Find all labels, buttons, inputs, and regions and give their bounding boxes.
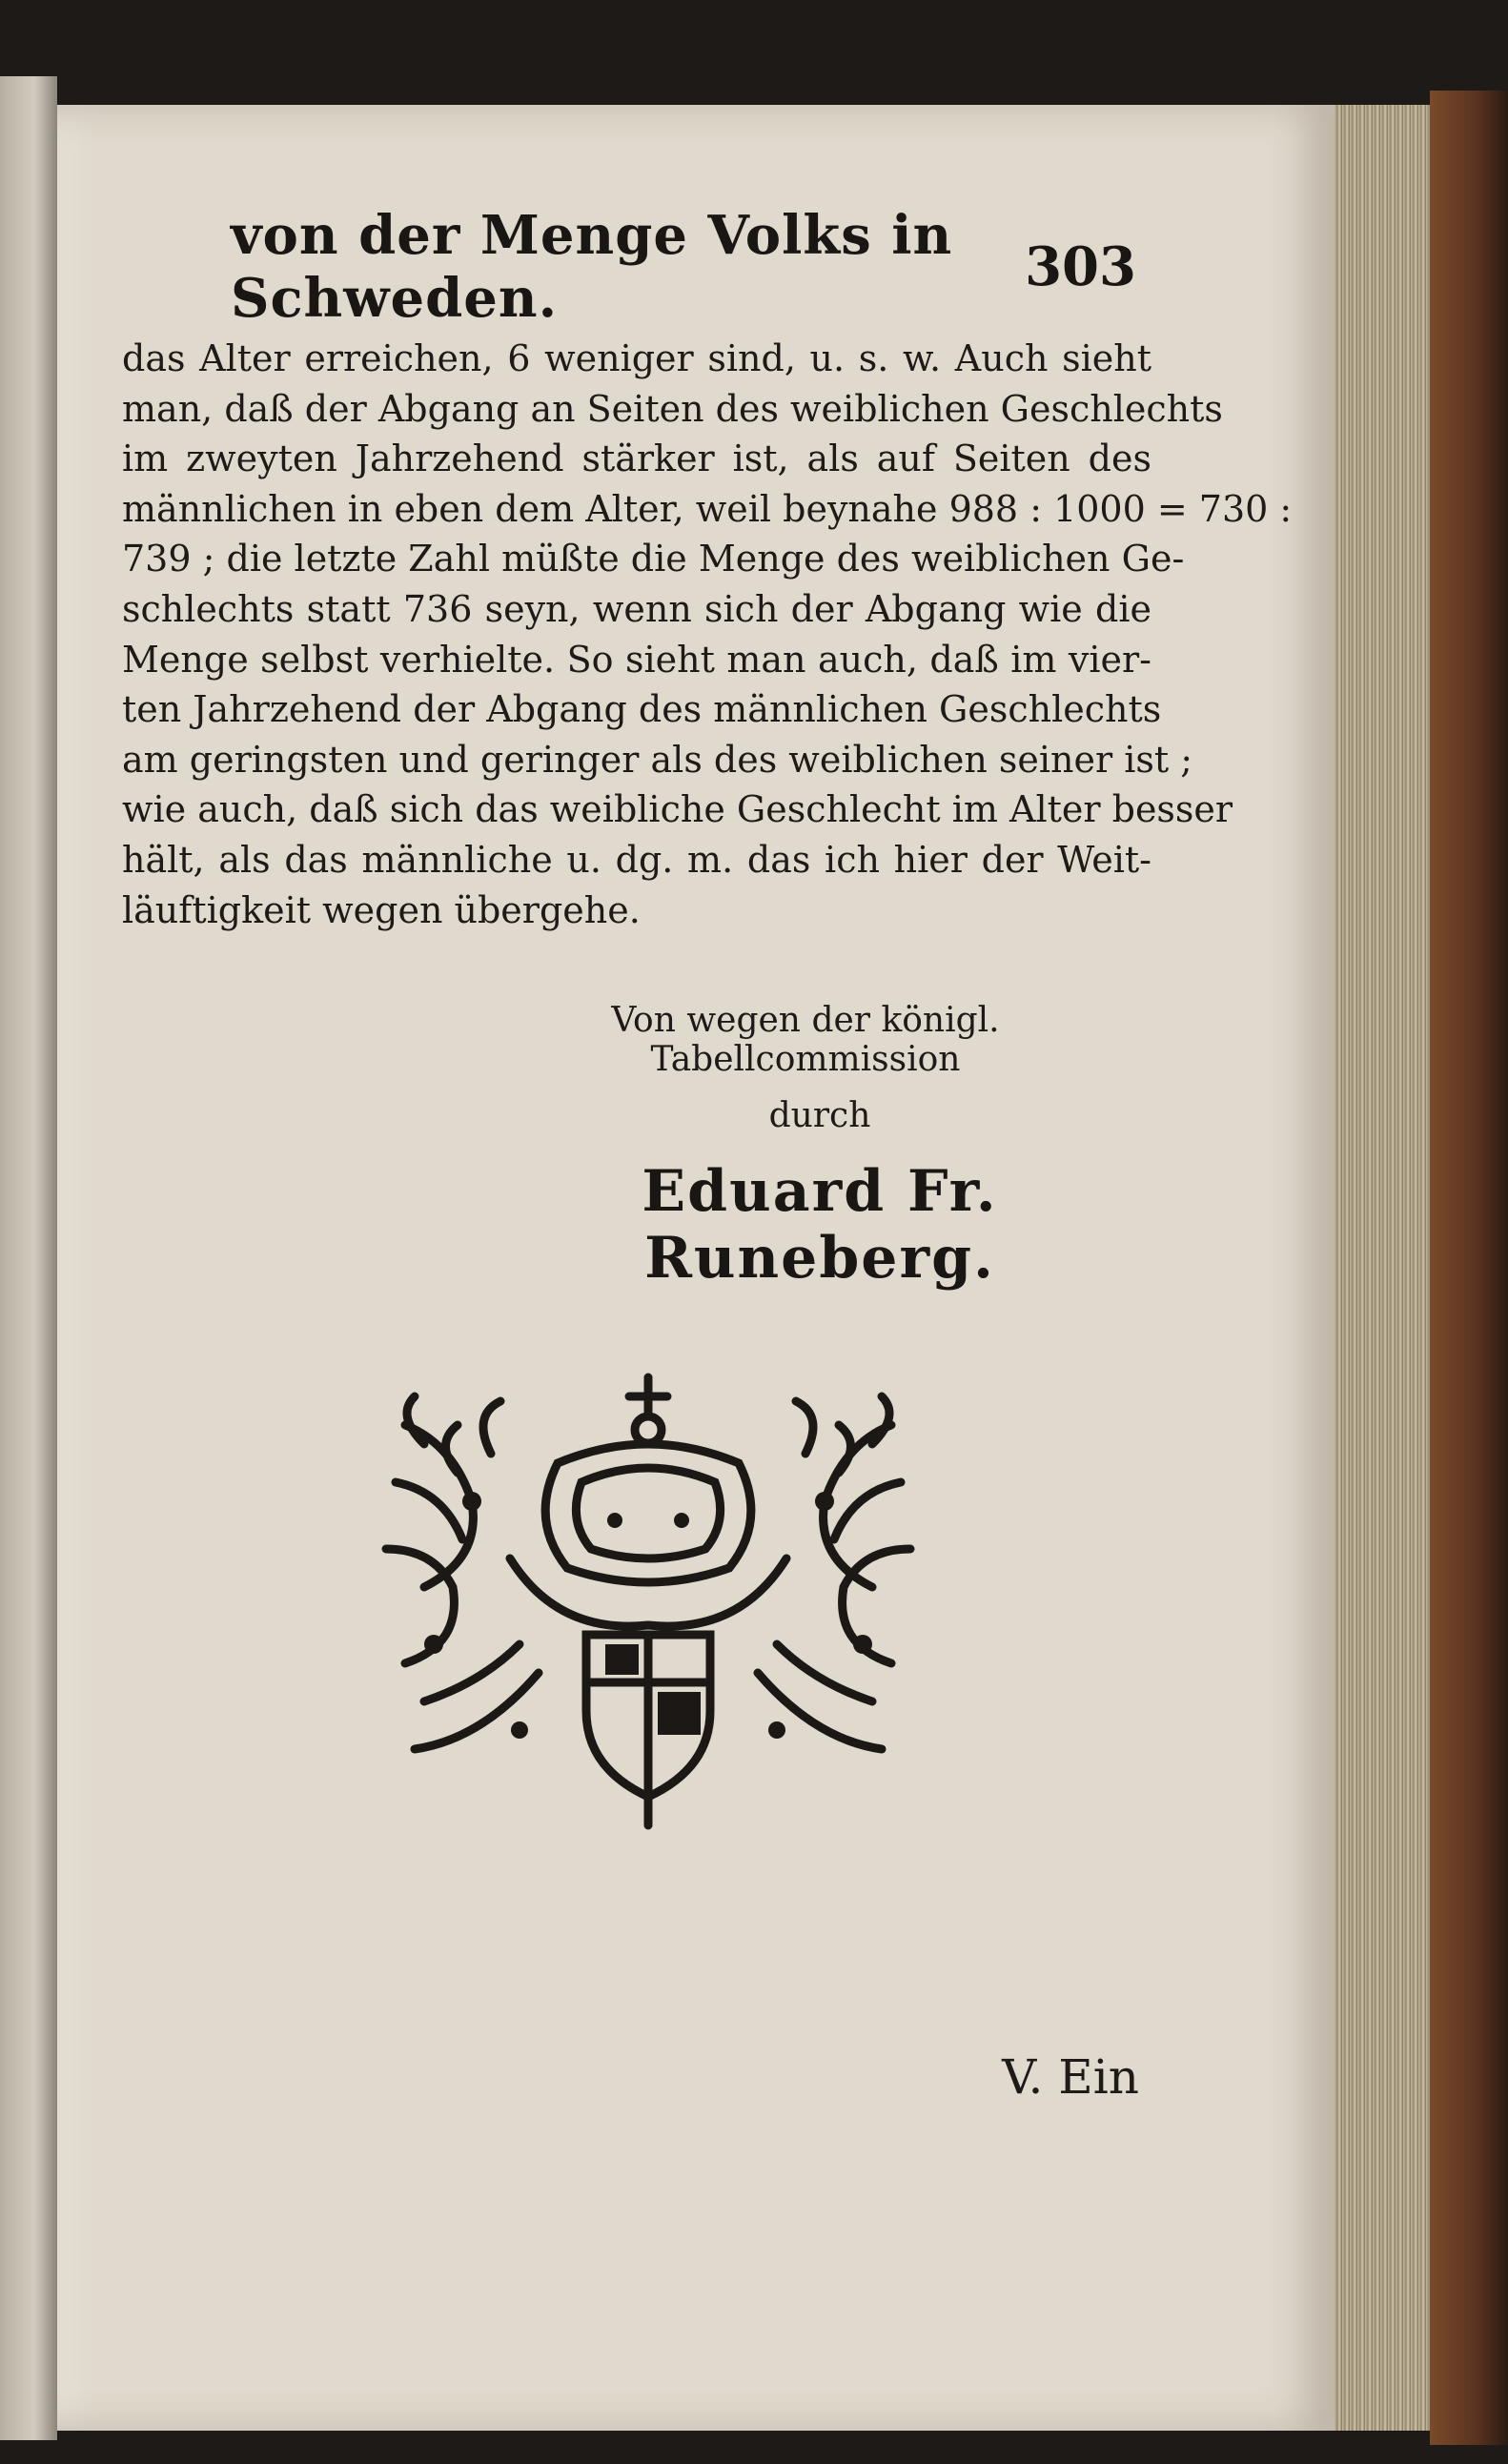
signatory-name: Eduard Fr. Runeberg. (642, 1158, 998, 1292)
text-line: hält, als das männliche u. dg. m. das ich hier der Weit- (122, 838, 1151, 881)
text-line: im zweyten Jahrzehend stärker ist, als auf Seiten des (122, 438, 1151, 480)
left-page-edge (0, 76, 57, 2440)
text-line: Menge selbst verhielte. So sieht man auch, daß im vier- (122, 638, 1151, 681)
text-line: man, daß der Abgang an Seiten des weiblichen Geschlechts (122, 387, 1223, 430)
body-text (122, 334, 1293, 935)
running-title: von der Menge Volks in Schweden. (231, 204, 953, 330)
text-line: männlichen in eben dem Alter, weil beynahe 988 : 1000 = 730 : (122, 487, 1293, 530)
catchword: V. Ein (1002, 2049, 1139, 2105)
running-header (231, 204, 1136, 330)
page-stack-edge (1335, 105, 1430, 2431)
text-line: läuftigkeit wegen übergehe. (122, 888, 641, 931)
text-line: schlechts statt 736 seyn, wenn sich der Abgang wie die (122, 587, 1151, 630)
page-number: 303 (1025, 235, 1136, 298)
text-line: 739 ; die letzte Zahl müßte die Menge des weiblichen Ge- (122, 538, 1185, 580)
text-line: am geringsten und geringer als des weiblichen seiner ist ; (122, 738, 1193, 781)
text-line: ten Jahrzehend der Abgang des männlichen Geschlechts (122, 688, 1162, 731)
signature-durch: durch (768, 1096, 871, 1135)
book-cover-edge (1430, 91, 1508, 2445)
coat-of-arms-vignette-icon (367, 1358, 929, 1835)
signature-line: Von wegen der königl. Tabellcommission (611, 1001, 1000, 1079)
text-line: wie auch, daß sich das weibliche Geschlecht im Alter besser (122, 788, 1233, 831)
text-line: das Alter erreichen, 6 weniger sind, u. s. w. Auch sieht (122, 337, 1151, 379)
